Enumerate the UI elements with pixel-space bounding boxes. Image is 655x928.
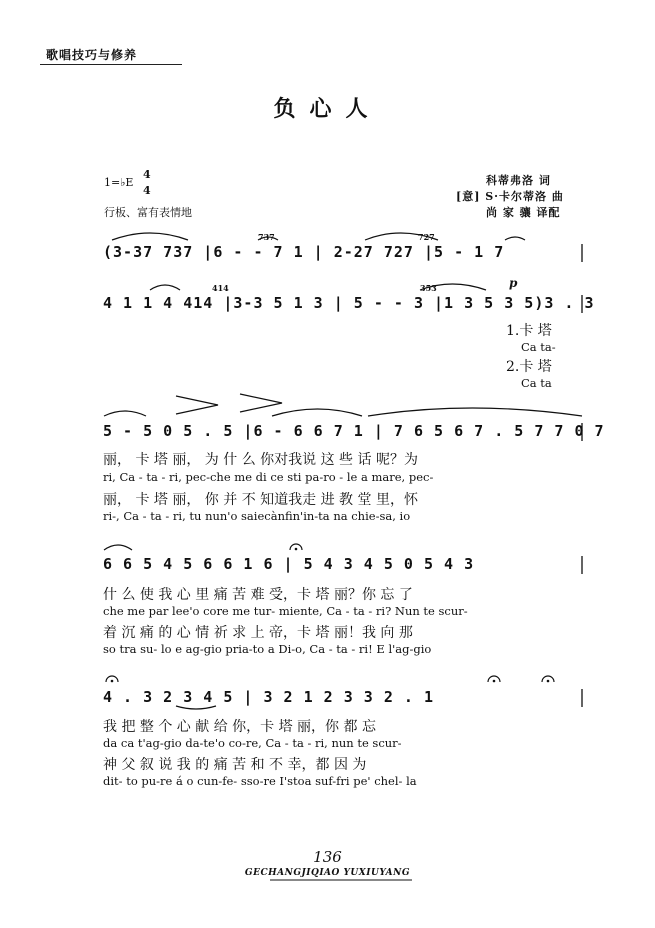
verse2-it-pickup: Ca ta [521, 376, 552, 390]
slur-mark [272, 409, 362, 416]
line4-lyric-it-2: so tra su- lo e ag-gio pria-to a Di-o, Ca - ta - ri! E l'ag-gio [103, 642, 432, 656]
footer-band-text: GECHANGJIQIAO YUXIUYANG [244, 868, 411, 878]
line5-lyric-it-2: dit- to pu-re á o cun-fe- sso-re I'stoa suf-fri pe' chel- la [103, 774, 417, 788]
slur-mark [112, 233, 188, 240]
line3-lyric-it-2: ri-, Ca - ta - ri, tu nun'o saiecànfin'in-ta na chie-sa, io [103, 509, 411, 523]
score-line-2: 4 1 1 4 414 |3-3 5 1 3 | 5 - - 3 |1 3 5 3 5)3 . 3 [103, 294, 595, 312]
line5-lyric-cn-2: 神 父 叙 说 我 的 痛 苦 和 不 幸，都 因 为 [103, 757, 367, 773]
line5-lyric-cn-1: 我 把 整 个 心 献 给 你，卡 塔 丽，你 都 忘 [103, 719, 376, 735]
crescendo-hairpin [240, 394, 282, 412]
dynamic-piano: p [509, 276, 518, 290]
score-line-5: 4 . 3 2 3 4 5 | 3 2 1 2 3 3 2 . 1 [103, 688, 435, 706]
line3-lyric-cn-1: 丽， 卡 塔 丽， 为 什 么 你对我说 这 些 话 呢？为 [103, 452, 418, 468]
verse1-cn-pickup: 1.卡 塔 [506, 323, 552, 339]
ornament-414: 414 [212, 283, 229, 293]
slur-mark [150, 285, 180, 290]
fermata-dot [295, 548, 298, 551]
key-signature: 1=♭E [104, 176, 134, 189]
slur-mark [368, 408, 582, 416]
slur-mark [104, 545, 132, 550]
score-line-3: 5 - 5 0 5 . 5 |6 - 6 6 7 1 | 7 6 5 6 7 . 5 7 7 0 7 [103, 422, 605, 440]
tempo-marking: 行板、富有表情地 [104, 206, 192, 219]
lyricist-credit: 科蒂弗洛 词 [486, 174, 551, 187]
line3-lyric-cn-2: 丽， 卡 塔 丽， 你 并 不 知道我走 进 教 堂 里，怀 [103, 492, 418, 508]
verse1-it-pickup: Ca ta- [521, 340, 556, 354]
score-line-1: (3-37 737 |6 - - 7 1 | 2-27 727 |5 - 1 7 [103, 243, 505, 261]
line4-lyric-cn-2: 着 沉 痛 的 心 情 祈 求 上 帝，卡 塔 丽！我 向 那 [103, 625, 413, 641]
translator-credit: 尚 家 骧 译配 [486, 206, 561, 219]
book-section-label: 歌唱技巧与修养 [46, 48, 138, 62]
score-line-4: 6 6 5 4 5 6 6 1 6 | 5 4 3 4 5 0 5 4 3 [103, 555, 475, 573]
slur-mark [365, 233, 438, 240]
fermata-dot [493, 680, 496, 683]
slur-mark [258, 237, 278, 240]
line4-lyric-cn-1: 什 么 使 我 心 里 痛 苦 难 受，卡 塔 丽？你 忘 了 [103, 587, 413, 603]
slur-mark [505, 237, 525, 240]
slur-mark [176, 706, 216, 709]
line4-lyric-it-1: che me par lee'o core me tur- miente, Ca - ta - ri? Nun te scur- [103, 604, 468, 618]
slur-mark [104, 411, 146, 416]
composer-credit: [意] S·卡尔蒂洛 曲 [456, 190, 564, 203]
ornament-737: 737 [258, 232, 275, 242]
ornament-353: 353 [420, 283, 437, 293]
ornament-727: 727 [418, 232, 435, 242]
verse2-cn-pickup: 2.卡 塔 [506, 359, 552, 375]
slur-mark [420, 284, 486, 290]
page-number: 136 [313, 848, 342, 866]
line3-lyric-it-1: ri, Ca - ta - ri, pec-che me di ce sti pa-ro - le a mare, pec- [103, 470, 434, 484]
fermata-dot [547, 680, 550, 683]
song-title: 负心人 [273, 96, 382, 122]
line5-lyric-it-1: da ca t'ag-gio da-te'o co-re, Ca - ta - ri, nun te scur- [103, 736, 402, 750]
fermata-dot [111, 680, 114, 683]
time-signature-bottom: 4 [143, 184, 151, 197]
crescendo-hairpin [176, 396, 218, 414]
time-signature-top: 4 [143, 168, 151, 181]
